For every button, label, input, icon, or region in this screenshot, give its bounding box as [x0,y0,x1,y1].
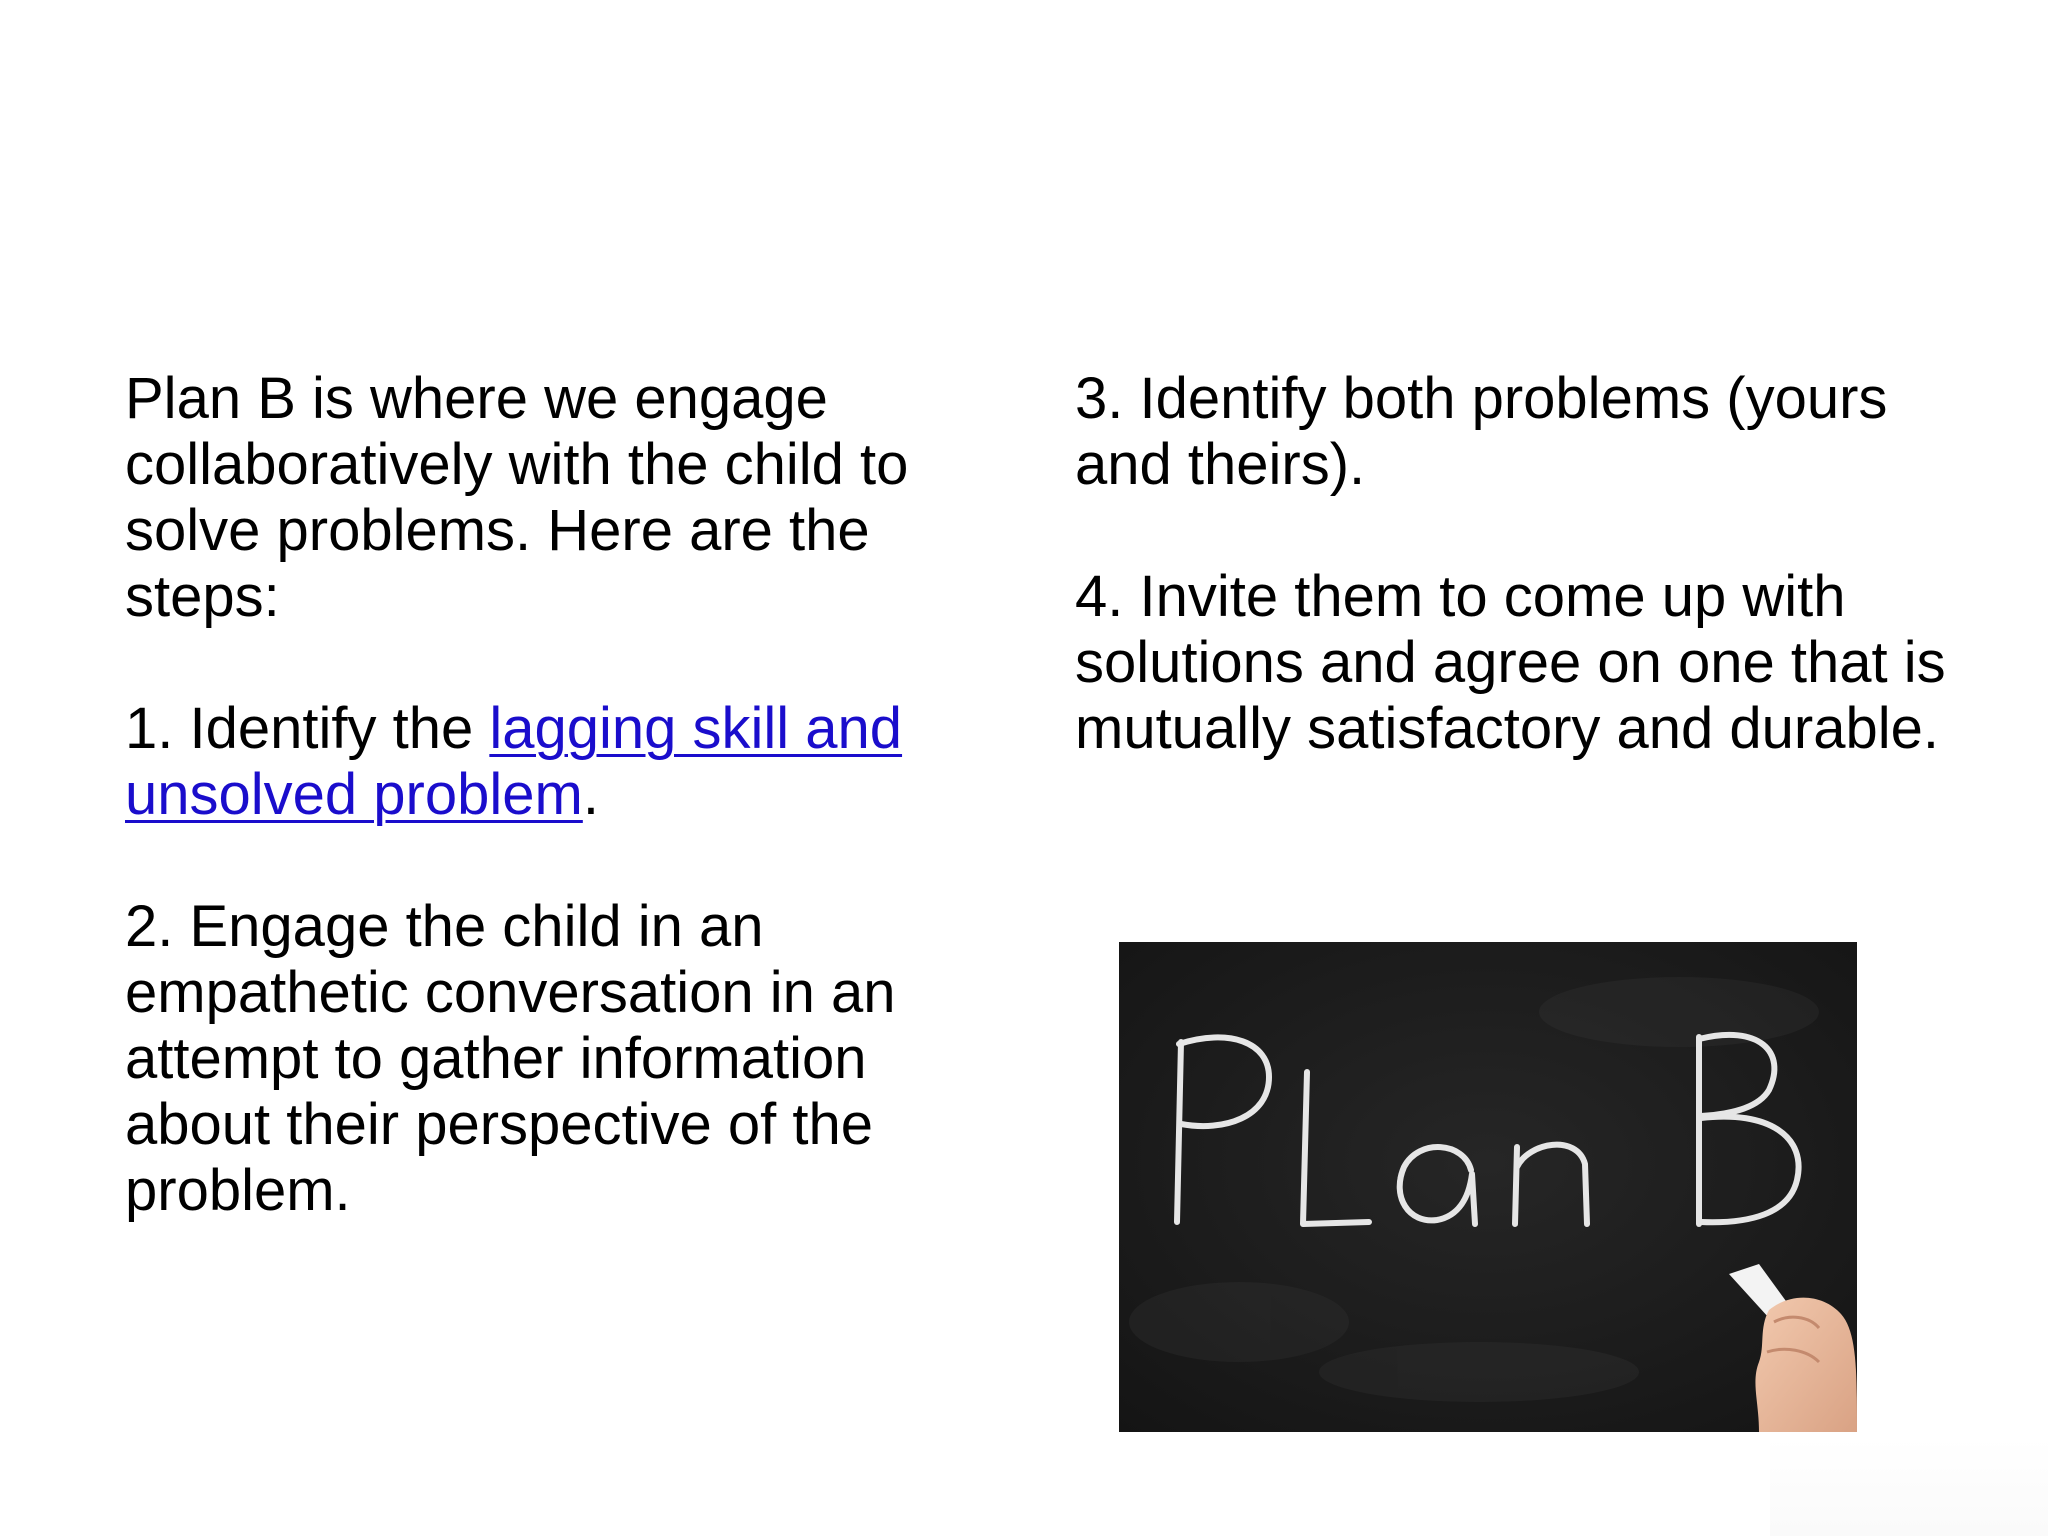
right-column [1075,366,1975,762]
intro-paragraph: Plan B is where we engage collaboratively with the child to solve problems. Here are the steps: [125,366,909,629]
step-3: 3. Identify both problems (yours and theirs). [1075,366,1888,497]
corner-shade [1770,1438,2048,1536]
step-4: 4. Invite them to come up with solutions and agree on one that is mutually satisfactory and durable. [1075,564,1946,761]
step-1-suffix: . [582,762,599,827]
lagging-skill-link[interactable]: lagging skill and unsolved problem [125,696,903,827]
step-1 [125,696,985,828]
plan-b-chalkboard-image [1119,942,1857,1432]
step-1-prefix: 1. Identify the [125,696,490,761]
step-2: 2. Engage the child in an empathetic conversation in an attempt to gather information about their perspective of the problem. [125,894,896,1223]
left-column [125,366,985,1224]
